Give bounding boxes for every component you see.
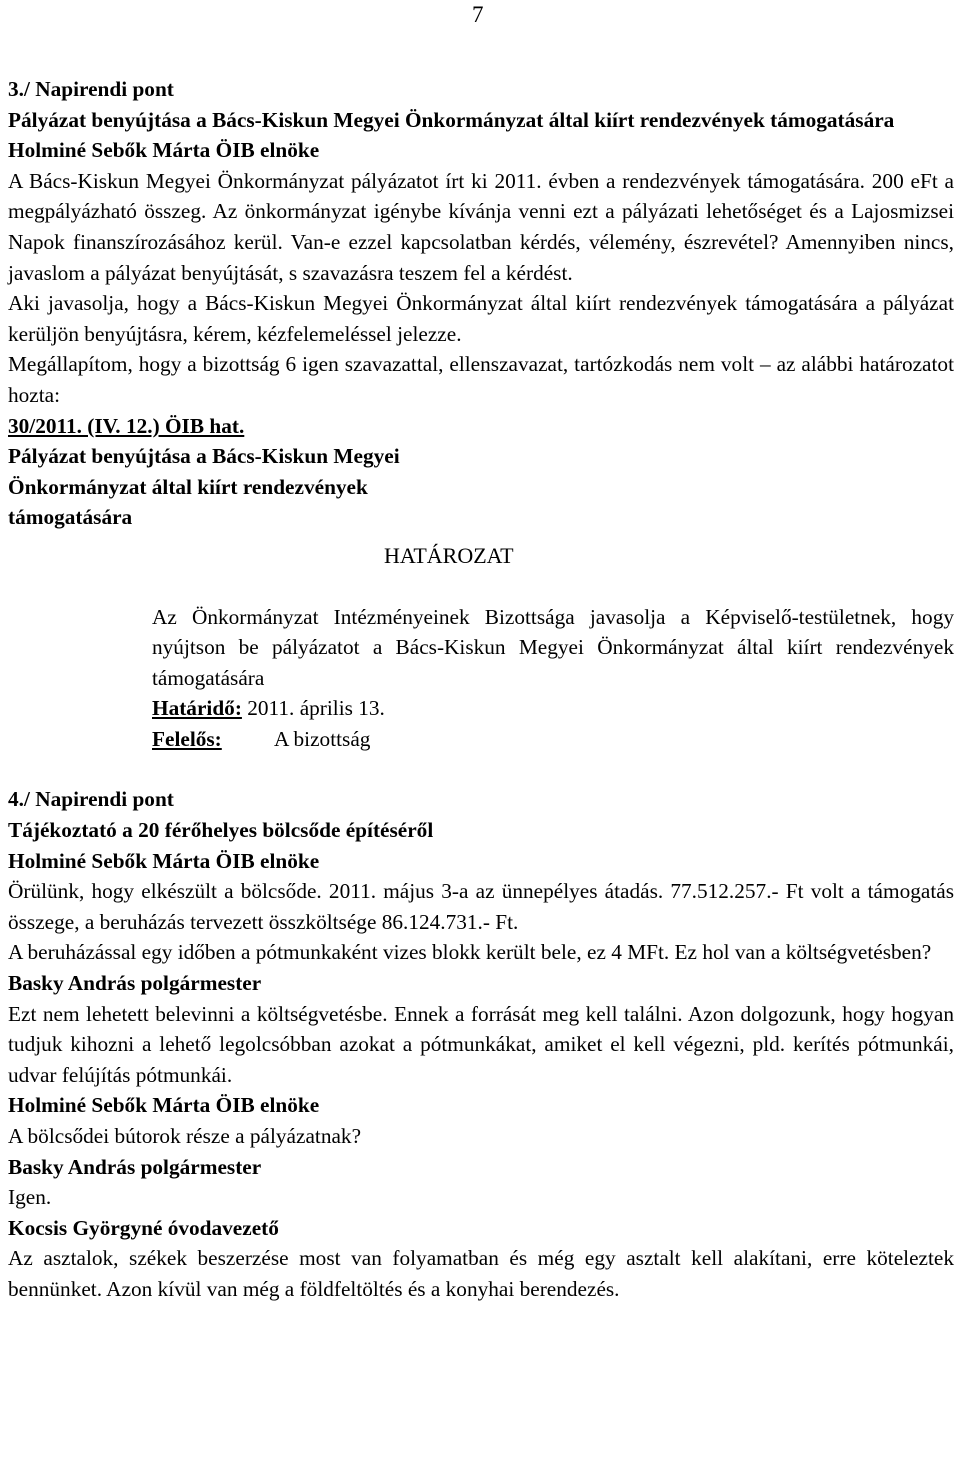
resolution-subject-line: támogatására [8, 505, 133, 530]
speaker-name: Holminé Sebők Márta ÖIB elnöke [8, 138, 320, 163]
resolution-body [8, 602, 954, 755]
deadline-value: 2011. április 13. [241, 696, 385, 721]
paragraph: Örülünk, hogy elkészült a bölcsőde. 2011. május 3-a az ünnepélyes átadás. 77.512.257.- Ft volt a támogatás összege, a beruházás tervezett összköltsége 86.124.731.- Ft. [8, 879, 954, 934]
responsible-line [152, 724, 954, 755]
agenda-item-4-heading: 4./ Napirendi pont [8, 787, 174, 812]
agenda-item-3-heading: 3./ Napirendi pont [8, 77, 174, 101]
speaker-name: Holminé Sebők Márta ÖIB elnöke [8, 1093, 320, 1118]
resolution-number: 30/2011. (IV. 12.) ÖIB hat. [8, 413, 245, 438]
resolution-text: Az Önkormányzat Intézményeinek Bizottsága javasolja a Képviselő-testületnek, hogy nyújtson be pályázatot a Bács-Kiskun Megyei Önkormányzat által kiírt rendezvények támogatására [152, 604, 954, 690]
resolution-title: HATÁROZAT [384, 542, 514, 568]
page-number: 7 [472, 2, 484, 27]
paragraph: A bölcsődei bútorok része a pályázatnak? [8, 1124, 362, 1148]
speaker-name: Basky András polgármester [8, 1154, 262, 1179]
speaker-name: Holminé Sebők Márta ÖIB elnöke [8, 848, 320, 873]
document-body [8, 74, 954, 1305]
paragraph: Igen. [8, 1185, 52, 1210]
resolution-subject-line: Önkormányzat által kiírt rendezvények [8, 474, 368, 499]
paragraph: A Bács-Kiskun Megyei Önkormányzat pályázatot írt ki 2011. évben a rendezvények támogatására. 200 eFt a megpályázható összeg. Az önkormányzat igénybe kívánja venni ezt a pályázati lehetőséget és a Lajosmizsei Napok finanszírozásához kerül. Van-e ezzel kapcsolatban kérdés, vélemény, észrevétel? Amennyiben nincs, javaslom a pályázat benyújtását, s szavazásra teszem fel a kérdést. [8, 168, 954, 285]
paragraph: Ezt nem lehetett belevinni a költségvetésbe. Ennek a forrását meg kell találni. Azon dolgozunk, hogy hogyan tudjuk kihozni a lehető legolcsóbban azokat a pótmunkákat, amiket el kell végezni, pld. kerítés pótmunkái, udvar felújítás pótmunkái. [8, 1001, 954, 1087]
agenda-item-4-title: Tájékoztató a 20 férőhelyes bölcsőde építéséről [8, 818, 434, 843]
paragraph: Megállapítom, hogy a bizottság 6 igen szavazattal, ellenszavazat, tartózkodás nem volt – az alábbi határozatot hozta: [8, 352, 954, 407]
agenda-item-3-title: Pályázat benyújtása a Bács-Kiskun Megyei Önkormányzat által kiírt rendezvények támogatására [8, 107, 895, 132]
responsible-label: Felelős: [152, 726, 222, 751]
paragraph: A beruházással egy időben a pótmunkaként vizes blokk került bele, ez 4 MFt. Ez hol van a költségvetésben? [8, 940, 932, 965]
deadline-label: Határidő: [152, 696, 242, 721]
paragraph: Az asztalok, székek beszerzése most van folyamatban és még egy asztalt kell alakítani, erre köteleztek bennünket. Azon kívül van még a földfeltöltés és a konyhai berendezés. [8, 1246, 954, 1301]
responsible-value: A bizottság [274, 726, 371, 751]
deadline-line [152, 693, 954, 724]
speaker-name: Kocsis Györgyné óvodavezető [8, 1215, 279, 1240]
resolution-subject-line: Pályázat benyújtása a Bács-Kiskun Megyei [8, 444, 400, 469]
paragraph: Aki javasolja, hogy a Bács-Kiskun Megyei Önkormányzat által kiírt rendezvények támogatására a pályázat kerüljön benyújtásra, kérem, kézfelemeléssel jelezze. [8, 291, 954, 346]
speaker-name: Basky András polgármester [8, 971, 262, 996]
